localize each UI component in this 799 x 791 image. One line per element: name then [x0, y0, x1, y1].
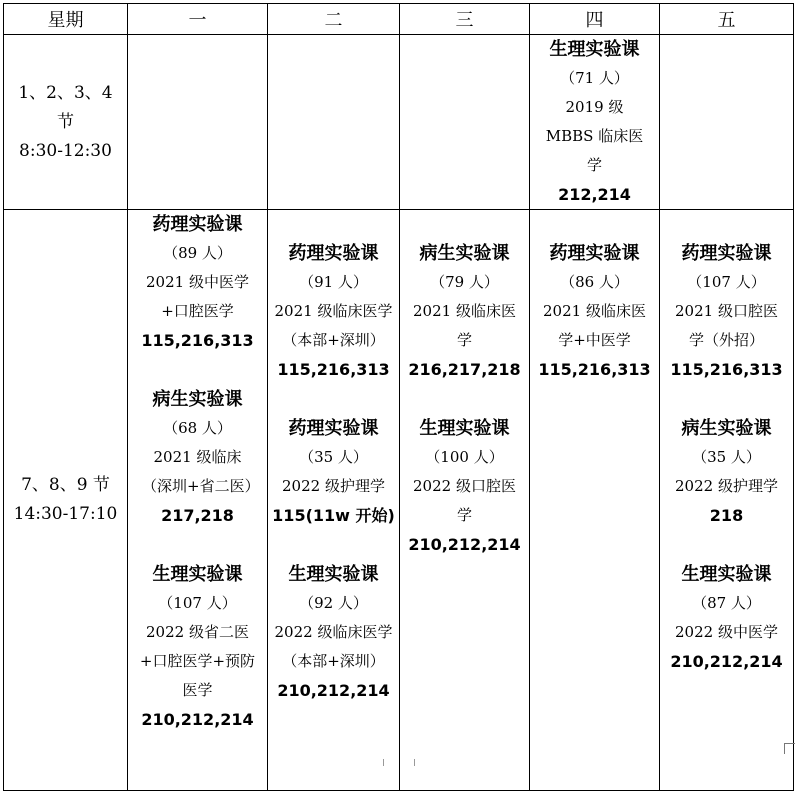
room-numbers: 210,212,214: [408, 535, 521, 554]
room-numbers: 115,216,313: [141, 331, 254, 350]
room-numbers: 115,216,313: [670, 360, 783, 379]
room-numbers: 210,212,214: [141, 710, 254, 729]
class-info: 2021 级临床医学（本部+深圳）: [274, 302, 393, 349]
course-block: [400, 414, 529, 559]
course-block: [660, 239, 793, 384]
period-time: 8:30-12:30: [19, 140, 112, 161]
course-name: 病生实验课: [152, 389, 243, 410]
course-name: 病生实验课: [681, 418, 772, 439]
student-count: （71 人）: [560, 69, 629, 87]
cell-thu-morning: [530, 35, 660, 210]
student-count: （89 人）: [163, 244, 232, 262]
cell-mon-morning: [128, 35, 268, 210]
class-info: 2022 级护理学: [282, 477, 385, 495]
afternoon-row: [4, 210, 794, 791]
course-name: 药理实验课: [549, 243, 640, 264]
course-name: 生理实验课: [419, 418, 510, 439]
class-info: 2021 级临床（深圳+省二医）: [142, 448, 260, 495]
course-block: [660, 560, 793, 676]
weekday-header: 星期: [4, 4, 128, 35]
course-name: 生理实验课: [681, 564, 772, 585]
student-count: （107 人）: [158, 594, 237, 612]
course-block: [128, 560, 267, 734]
day-header-thu: 四: [530, 4, 660, 35]
course-block: [268, 239, 399, 384]
cell-tue-morning: [268, 35, 400, 210]
student-count: （79 人）: [430, 273, 499, 291]
course-block: [530, 239, 659, 384]
room-numbers: 216,217,218: [408, 360, 521, 379]
class-info: 2021 级口腔医学（外招）: [675, 302, 778, 349]
period-time: 14:30-17:10: [13, 504, 118, 524]
period-cell-afternoon: [4, 210, 128, 791]
course-block: [660, 414, 793, 530]
day-header-mon: 一: [128, 4, 268, 35]
room-numbers: 218: [709, 506, 744, 525]
student-count: （100 人）: [425, 448, 504, 466]
morning-row: [4, 35, 794, 210]
student-count: （86 人）: [560, 273, 629, 291]
class-info: 2022 级护理学: [675, 477, 778, 495]
student-count: （91 人）: [299, 273, 368, 291]
course-block: [268, 414, 399, 530]
schedule-table: [3, 3, 794, 791]
day-header-wed: 三: [400, 4, 530, 35]
cell-fri-afternoon: [660, 210, 794, 791]
cell-thu-afternoon: [530, 210, 660, 791]
class-info: 2021 级临床医学+中医学: [543, 302, 646, 349]
student-count: （35 人）: [692, 448, 761, 466]
room-numbers: 115(11w 开始): [272, 506, 395, 525]
header-row: [4, 4, 794, 35]
course-block: [268, 560, 399, 705]
room-numbers: 115,216,313: [277, 360, 390, 379]
class-info: 2021 级临床医学: [413, 302, 516, 349]
cell-wed-morning: [400, 35, 530, 210]
course-block: [128, 385, 267, 530]
room-numbers: 210,212,214: [670, 652, 783, 671]
student-count: （35 人）: [299, 448, 368, 466]
room-numbers: 212,214: [558, 185, 631, 204]
class-info: 2019 级 MBBS 临床医学: [545, 98, 644, 174]
student-count: （87 人）: [692, 594, 761, 612]
page-edge-mark: [383, 759, 415, 766]
cell-wed-afternoon: [400, 210, 530, 791]
course-block: [128, 210, 267, 355]
course-name: 药理实验课: [152, 214, 243, 235]
class-info: 2022 级口腔医学: [413, 477, 516, 524]
course-name: 药理实验课: [288, 418, 379, 439]
student-count: （68 人）: [163, 419, 232, 437]
room-numbers: 217,218: [161, 506, 234, 525]
student-count: （107 人）: [687, 273, 766, 291]
course-name: 病生实验课: [419, 243, 510, 264]
class-info: 2022 级临床医学（本部+深圳）: [274, 623, 393, 670]
room-numbers: 115,216,313: [538, 360, 651, 379]
class-info: 2021 级中医学+口腔医学: [146, 273, 249, 320]
period-cell-morning: [4, 35, 128, 210]
cell-fri-morning: [660, 35, 794, 210]
cell-tue-afternoon: [268, 210, 400, 791]
course-name: 药理实验课: [681, 243, 772, 264]
course-name: 药理实验课: [288, 243, 379, 264]
course-block: [530, 35, 659, 209]
course-name: 生理实验课: [152, 564, 243, 585]
cell-mon-afternoon: [128, 210, 268, 791]
class-info: 2022 级省二医+口腔医学+预防医学: [139, 623, 256, 699]
day-header-fri: 五: [660, 4, 794, 35]
room-numbers: 210,212,214: [277, 681, 390, 700]
course-name: 生理实验课: [549, 39, 640, 60]
corner-mark: [784, 743, 795, 754]
class-info: 2022 级中医学: [675, 623, 778, 641]
course-block: [400, 239, 529, 384]
student-count: （92 人）: [299, 594, 368, 612]
period-label: 7、8、9 节: [21, 475, 110, 495]
period-label: 1、2、3、4 节: [18, 82, 113, 132]
course-name: 生理实验课: [288, 564, 379, 585]
day-header-tue: 二: [268, 4, 400, 35]
